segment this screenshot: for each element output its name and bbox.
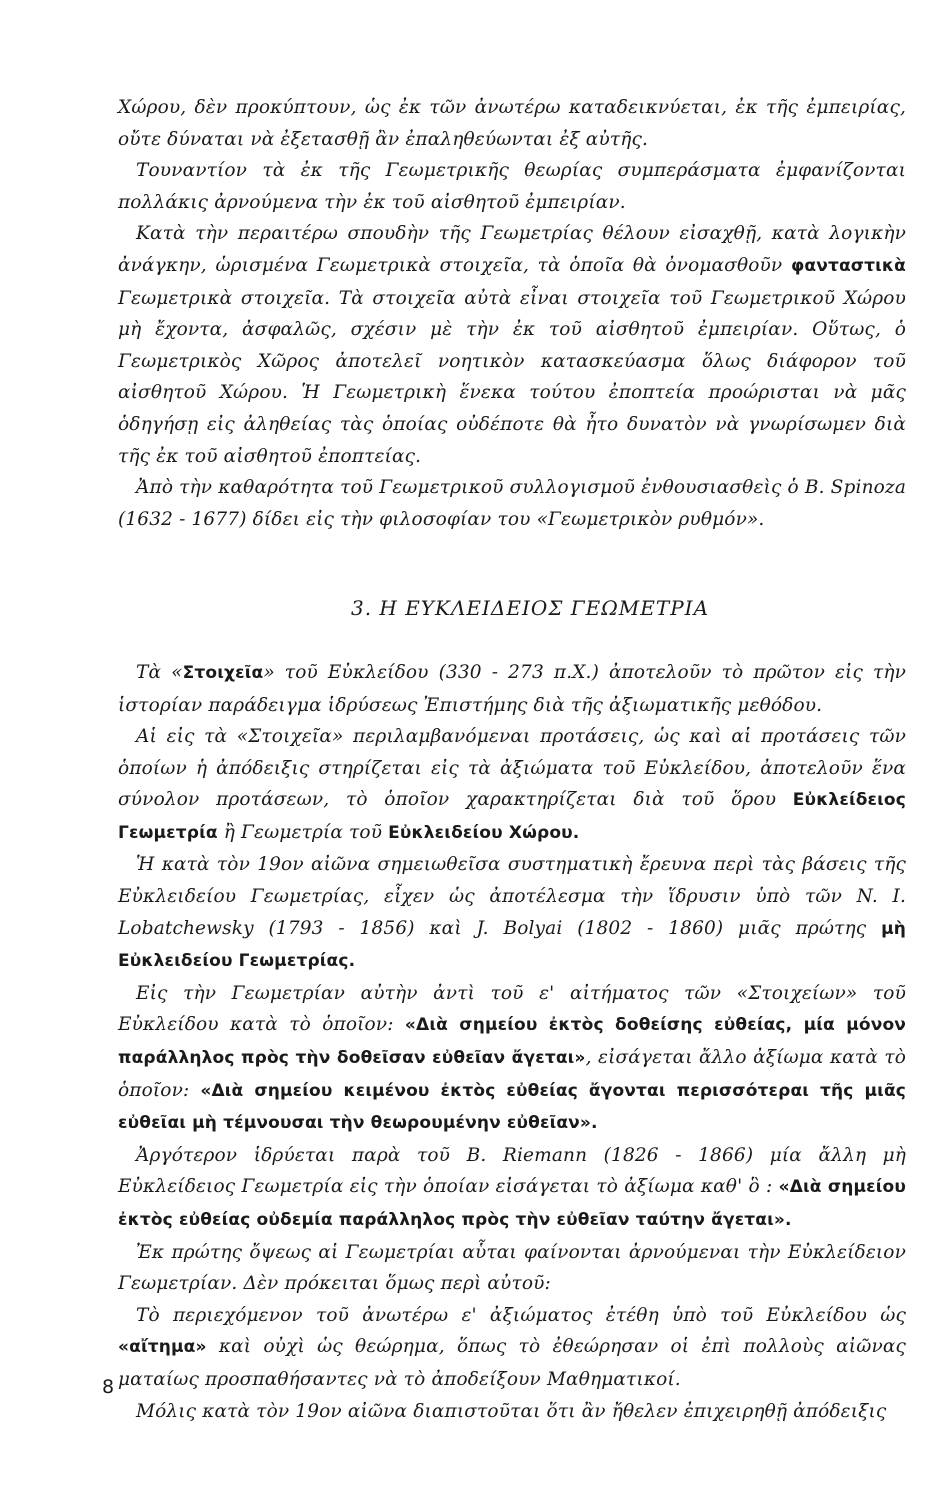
paragraph-3-text-a: Κατὰ τὴν περαιτέρω σπουδὴν τῆς Γεωμετρίας θέλουν εἰσαχθῇ, κατὰ λογικὴν ἀνάγκην, ὡρισμένα Γεωμετρικὰ στοιχεῖα, τὰ ὁποῖα θὰ ὀνομασθοῦν: [118, 223, 906, 276]
paragraph-9-text-a: Ἀργότερον ἱδρύεται παρὰ τοῦ B. Riemann (1826 - 1866) μία ἄλλη μὴ Εὐκλείδειος Γεωμετρία εἰς τὴν ὁποίαν εἰσάγεται τὸ ἀξίωμα καθ' ὃ :: [118, 1144, 906, 1198]
paragraph-3-text-b: Γεωμετρικὰ στοιχεῖα. Τὰ στοιχεῖα αὐτὰ εἶναι στοιχεῖα τοῦ Γεωμετρικοῦ Χώρου μὴ ἔχοντα, ἀσφαλῶς, σχέσιν μὲ τὴν ἐκ τοῦ αἰσθητοῦ ἐμπειρίαν. Οὕτως, ὁ Γεωμετρικὸς Χῶρος ἀποτελεῖ νοητικὸν κατασκεύασμα ὅλως διάφορον τοῦ αἰσθητοῦ Χώρου. Ἡ Γεωμετρικὴ ἕνεκα τούτου ἐποπτεία προώρισται νὰ μᾶς ὁδηγήσῃ εἰς ἀληθείας τὰς ὁποίας οὐδέποτε θὰ ἦτο δυνατὸν νὰ γνωρίσωμεν διὰ τῆς ἐκ τοῦ αἰσθητοῦ ἐποπτείας.: [118, 287, 906, 467]
page-number: 8: [102, 1376, 115, 1398]
paragraph-5-text-a: Τὰ «: [136, 661, 183, 683]
bold-term-aitema: «αἴτημα»: [118, 1337, 207, 1358]
paragraph-8-text-b: , εἰσάγεται ἄλλο ἀξίωμα κατὰ τὸ ὁποῖον:: [118, 1047, 907, 1101]
bold-term-euclidean-space: Εὐκλειδείου Χώρου.: [388, 822, 580, 843]
paragraph-5: [118, 657, 906, 721]
paragraph-11-text-b: καὶ οὐχὶ ὡς θεώρημα, ὅπως τὸ ἐθεώρησαν οἱ ἐπὶ πολλοὺς αἰῶνας ματαίως προσπαθήσαντες νὰ τὸ ἀποδείξουν Μαθηματικοί.: [118, 1336, 906, 1390]
paragraph-12: Μόλις κατὰ τὸν 19ον αἰῶνα διαπιστοῦται ὅτι ἂν ἤθελεν ἐπιχειρηθῇ ἀπόδειξις: [136, 1400, 887, 1422]
bold-axiom-parallel: «Διὰ σημείου ἐκτὸς δοθείσης εὐθείας, μία μόνον παράλληλος πρὸς τὴν δοθεῖσαν εὐθεῖαν ἄγεται»: [118, 1015, 907, 1069]
bold-term-non-euclidean: μὴ Εὐκλειδείου Γεωμετρίας.: [118, 918, 906, 972]
bold-axiom-lobachevsky: «Διὰ σημείου κειμένου ἐκτὸς εὐθείας ἄγονται περισσότεραι τῆς μιᾶς εὐθεῖαι μὴ τέμνουσαι τὴν θεωρουμένην εὐθεῖαν».: [118, 1080, 907, 1134]
body-text: [118, 92, 906, 1427]
bold-axiom-riemann: «Διὰ σημείου ἐκτὸς εὐθείας οὐδεμία παράλληλος πρὸς τὴν εὐθεῖαν ταύτην ἄγεται».: [118, 1177, 906, 1230]
paragraph-1: Χώρου, δὲν προκύπτουν, ὡς ἐκ τῶν ἀνωτέρω καταδεικνύεται, ἐκ τῆς ἐμπειρίας, οὔτε δύναται νὰ ἐξετασθῇ ἂν ἐπαληθεύωνται ἐξ αὐτῆς.: [118, 97, 906, 150]
paragraph-8: [118, 978, 906, 1140]
paragraph-6: [118, 721, 906, 849]
paragraph-11: [118, 1300, 906, 1396]
section-heading: 3. Η ΕΥΚΛΕΙΔΕΙΟΣ ΓΕΩΜΕΤΡΙΑ: [350, 596, 710, 621]
paragraph-9: [118, 1140, 906, 1237]
paragraph-4: Ἀπὸ τὴν καθαρότητα τοῦ Γεωμετρικοῦ συλλογισμοῦ ἐνθουσιασθεὶς ὁ B. Spinoza (1632 - 1677) δίδει εἰς τὴν φιλοσοφίαν του «Γεωμετρικὸν ρυθμόν».: [118, 477, 906, 530]
bold-term-fantastika: φανταστικὰ: [790, 255, 906, 276]
paragraph-2: Τουναντίον τὰ ἐκ τῆς Γεωμετρικῆς θεωρίας συμπεράσματα ἐμφανίζονται πολλάκις ἀρνούμενα τὴν ἐκ τοῦ αἰσθητοῦ ἐμπειρίαν.: [118, 160, 906, 213]
paragraph-5-text-b: » τοῦ Εὐκλείδου (330 - 273 π.Χ.) ἀποτελοῦν τὸ πρῶτον εἰς τὴν ἱστορίαν παράδειγμα ἱδρύσεως Ἐπιστήμης διὰ τῆς ἀξιωματικῆς μεθόδου.: [118, 661, 907, 716]
paragraph-10: Ἐκ πρώτης ὄψεως αἱ Γεωμετρίαι αὗται φαίνονται ἀρνούμεναι τὴν Εὐκλείδειον Γεωμετρίαν. Δὲν πρόκειται ὅμως περὶ αὐτοῦ:: [118, 1241, 906, 1295]
paragraph-6-text-a: Αἱ εἰς τὰ «Στοιχεῖα» περιλαμβανόμεναι προτάσεις, ὡς καὶ αἱ προτάσεις τῶν ὁποίων ἡ ἀπόδειξις στηρίζεται εἰς τὰ ἀξιώματα τοῦ Εὐκλείδου, ἀποτελοῦν ἕνα σύνολον προτάσεων, τὸ ὁποῖον χαρακτηρίζεται διὰ τοῦ ὅρου: [118, 726, 906, 811]
paragraph-6-text-b: ἢ Γεωμετρία τοῦ: [217, 821, 389, 843]
paragraph-7-text-a: Ἡ κατὰ τὸν 19ον αἰῶνα σημειωθεῖσα συστηματικὴ ἔρευνα περὶ τὰς βάσεις τῆς Εὐκλειδείου Γεωμετρίας, εἶχεν ὡς ἀποτέλεσμα τὴν ἵδρυσιν ὑπὸ τῶν N. I. Lobatchewsky (1793 - 1856) καὶ J. Bolyai (1802 - 1860) μιᾶς πρώτης: [118, 854, 906, 939]
paragraph-11-text-a: Τὸ περιεχόμενον τοῦ ἀνωτέρω ε' ἀξιώματος ἐτέθη ὑπὸ τοῦ Εὐκλείδου ὡς: [136, 1304, 906, 1326]
bold-term-stoicheia: Στοιχεῖα: [182, 662, 264, 683]
paragraph-3: [118, 218, 906, 472]
bold-term-euclidean-geometry: Εὐκλείδειος Γεωμετρία: [118, 790, 906, 843]
paragraph-8-text-a: Εἰς τὴν Γεωμετρίαν αὐτὴν ἀντὶ τοῦ ε' αἰτήματος τῶν «Στοιχείων» τοῦ Εὐκλείδου κατὰ τὸ ὁποῖον:: [118, 982, 906, 1036]
paragraph-7: [118, 849, 906, 977]
